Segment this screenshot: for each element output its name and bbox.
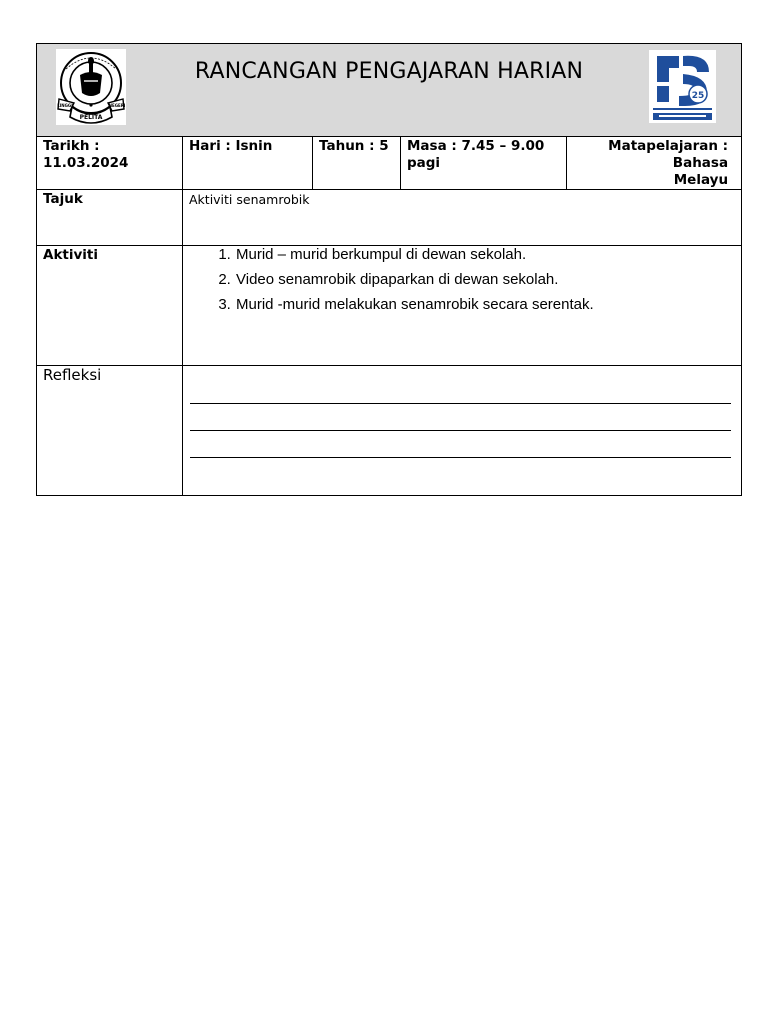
svg-text:LINGGI: LINGGI — [57, 103, 73, 108]
time-cell: Masa : 7.45 – 9.00 pagi — [401, 137, 567, 190]
activity-content — [183, 246, 742, 366]
activity-list — [183, 242, 741, 317]
svg-text:25: 25 — [691, 91, 705, 101]
svg-text:PELITA: PELITA — [79, 114, 103, 121]
date-cell: Tarikh : 11.03.2024 — [37, 137, 183, 190]
reflection-line[interactable] — [190, 445, 731, 458]
reflection-line[interactable] — [190, 391, 731, 404]
reflection-area[interactable] — [183, 366, 742, 496]
header-band — [37, 44, 742, 137]
ts25-logo — [649, 50, 716, 123]
subject-line-1: Matapelajaran : Bahasa — [608, 138, 729, 171]
activity-item: 1. Murid – murid berkumpul di dewan sekolah. — [235, 242, 741, 267]
activity-label: Aktiviti — [37, 246, 183, 366]
lesson-plan-table — [36, 43, 742, 496]
year-cell: Tahun : 5 — [313, 137, 401, 190]
activity-item: 2. Video senamrobik dipaparkan di dewan sekolah. — [235, 267, 741, 292]
subject-line-2: Melayu — [673, 172, 729, 188]
reflection-label: Refleksi — [37, 366, 183, 496]
page-title: RANCANGAN PENGAJARAN HARIAN — [194, 59, 584, 84]
topic-label: Tajuk — [37, 190, 183, 246]
day-cell: Hari : Isnin — [183, 137, 313, 190]
lesson-plan-sheet — [36, 43, 741, 496]
reflection-line[interactable] — [190, 418, 731, 431]
svg-text:NEGERI: NEGERI — [108, 103, 126, 108]
activity-item: 3. Murid -murid melakukan senamrobik secara serentak. — [235, 292, 741, 317]
subject-cell — [567, 137, 742, 190]
topic-value: Aktiviti senamrobik — [183, 190, 742, 246]
